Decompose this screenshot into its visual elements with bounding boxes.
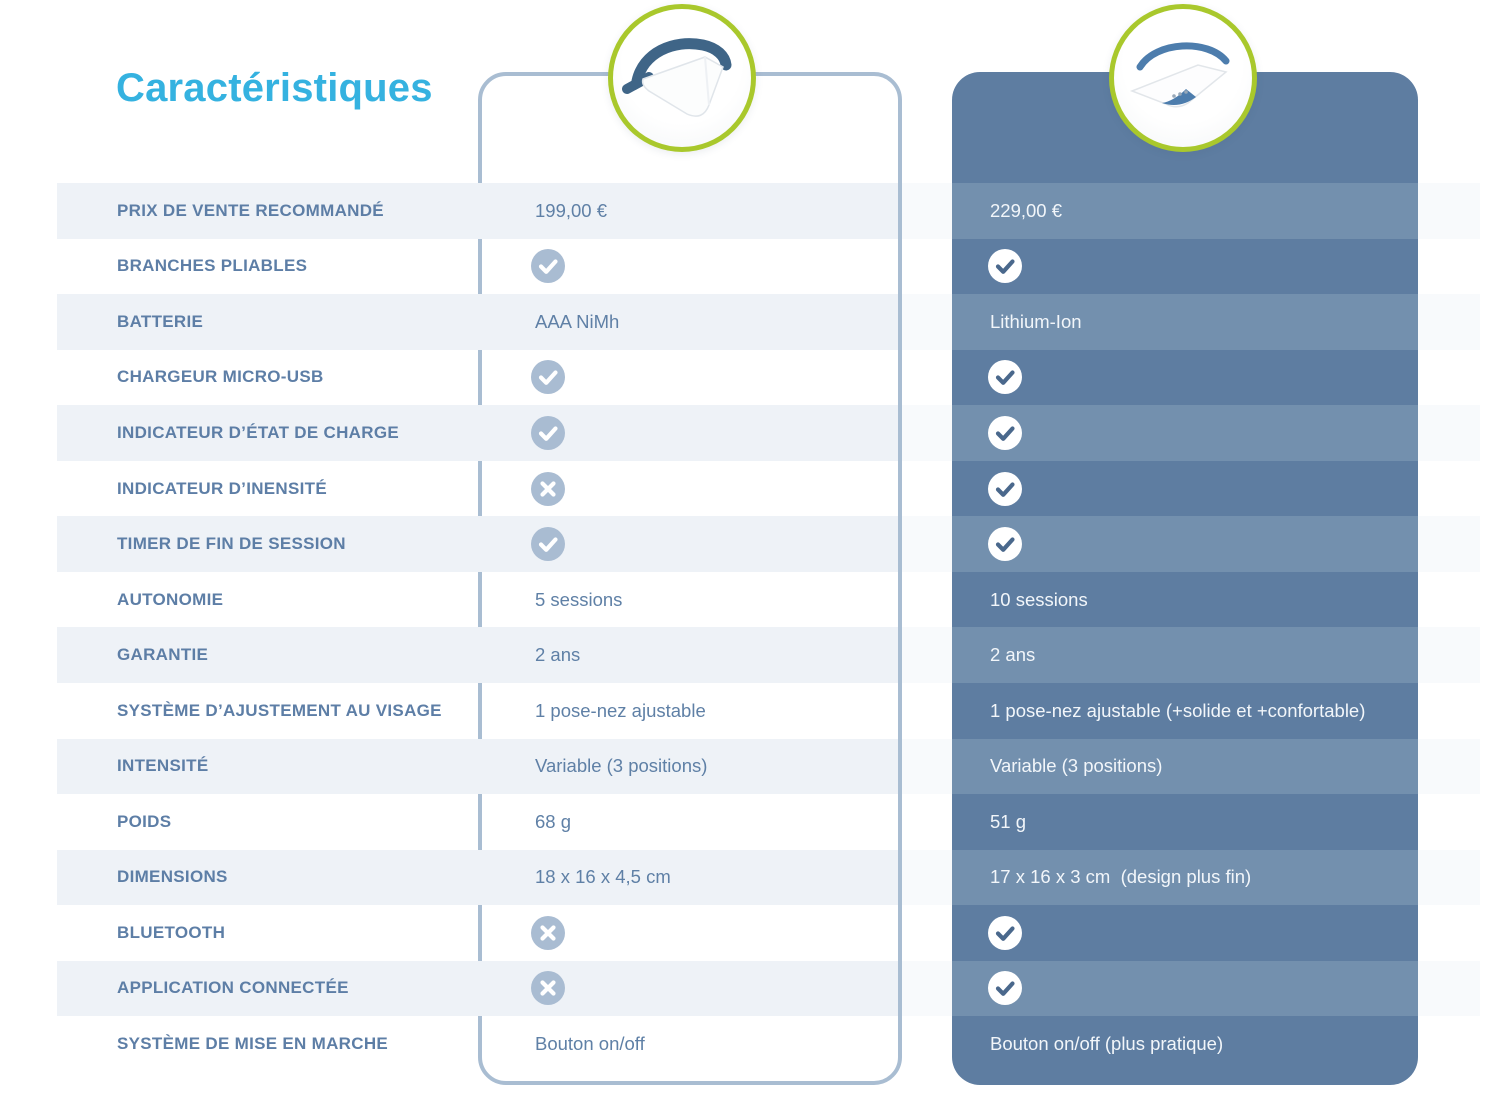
feature-label: PRIX DE VENTE RECOMMANDÉ xyxy=(117,200,384,220)
feature-label: BLUETOOTH xyxy=(117,922,226,942)
product2-value: 229,00 € xyxy=(990,199,1063,221)
product1-cell xyxy=(531,472,565,506)
row-stripe-gap xyxy=(902,405,952,461)
row-stripe-ext xyxy=(1418,739,1480,795)
table-row xyxy=(0,572,1500,628)
glasses-model2-illustration xyxy=(1114,9,1252,147)
product2-cell xyxy=(988,249,1022,283)
table-row xyxy=(0,794,1500,850)
cross-icon xyxy=(531,916,565,950)
check-icon xyxy=(531,360,565,394)
product1-cell xyxy=(531,755,707,777)
table-row xyxy=(0,405,1500,461)
product1-cell xyxy=(531,811,571,833)
product1-cell xyxy=(531,971,565,1005)
product2-cell xyxy=(988,416,1022,450)
product1-value: 199,00 € xyxy=(535,199,608,221)
feature-label: TIMER DE FIN DE SESSION xyxy=(117,534,346,554)
product1-value: 2 ans xyxy=(535,644,581,666)
product1-cell xyxy=(531,589,622,611)
check-icon xyxy=(531,527,565,561)
row-stripe-ext xyxy=(1418,627,1480,683)
product2-cell xyxy=(988,866,1251,888)
row-stripe-gap xyxy=(902,739,952,795)
product2-cell xyxy=(988,700,1365,722)
row-stripe-ext xyxy=(1418,850,1480,906)
page-title: Caractéristiques xyxy=(116,66,433,110)
product1-cell xyxy=(531,866,671,888)
glasses-model1-illustration xyxy=(613,9,751,147)
row-stripe-ext xyxy=(1418,294,1480,350)
product2-cell xyxy=(988,360,1022,394)
product1-value: Variable (3 positions) xyxy=(535,755,708,777)
product2-cell xyxy=(988,200,1062,222)
product1-cell xyxy=(531,249,565,283)
cross-icon xyxy=(531,971,565,1005)
cross-icon xyxy=(531,472,565,506)
row-stripe-gap xyxy=(902,850,952,906)
row-stripe-gap xyxy=(902,294,952,350)
product1-image xyxy=(608,4,756,152)
table-row xyxy=(0,183,1500,239)
product2-cell xyxy=(988,971,1022,1005)
row-stripe-gap xyxy=(902,627,952,683)
product1-value: 1 pose-nez ajustable xyxy=(535,699,706,721)
product1-cell xyxy=(531,527,565,561)
table-row xyxy=(0,739,1500,795)
feature-label: SYSTÈME D’AJUSTEMENT AU VISAGE xyxy=(117,700,442,720)
product2-cell xyxy=(988,527,1022,561)
table-row xyxy=(0,850,1500,906)
product1-cell xyxy=(531,644,580,666)
row-stripe-gap xyxy=(902,961,952,1017)
product2-value: Bouton on/off (plus pratique) xyxy=(990,1033,1224,1054)
table-row xyxy=(0,239,1500,295)
feature-label: BATTERIE xyxy=(117,311,204,331)
row-stripe-ext xyxy=(1418,961,1480,1017)
table-row xyxy=(0,683,1500,739)
product2-cell xyxy=(988,916,1022,950)
product1-value: AAA NiMh xyxy=(535,310,620,332)
product1-cell xyxy=(531,360,565,394)
check-icon xyxy=(531,249,565,283)
feature-label: CHARGEUR MICRO-USB xyxy=(117,367,324,387)
product2-value: 10 sessions xyxy=(990,588,1088,610)
table-row xyxy=(0,905,1500,961)
product1-cell xyxy=(531,311,619,333)
product2-value: 51 g xyxy=(990,810,1027,832)
check-icon xyxy=(988,360,1022,394)
product2-cell xyxy=(988,644,1035,666)
feature-label: BRANCHES PLIABLES xyxy=(117,256,308,276)
feature-label: DIMENSIONS xyxy=(117,867,228,887)
table-row xyxy=(0,1016,1500,1072)
row-stripe-gap xyxy=(902,516,952,572)
check-icon xyxy=(988,527,1022,561)
table-row xyxy=(0,350,1500,406)
product2-cell xyxy=(988,589,1088,611)
product1-cell xyxy=(531,916,565,950)
product2-value: 17 x 16 x 3 cm (design plus fin) xyxy=(990,866,1252,888)
row-stripe-gap xyxy=(902,183,952,239)
check-icon xyxy=(988,416,1022,450)
table-row xyxy=(0,627,1500,683)
product1-cell xyxy=(531,200,607,222)
check-icon xyxy=(988,472,1022,506)
feature-label: APPLICATION CONNECTÉE xyxy=(117,978,349,998)
product1-value: 68 g xyxy=(535,810,572,832)
product2-value: Variable (3 positions) xyxy=(990,755,1163,777)
product1-cell xyxy=(531,416,565,450)
product2-cell xyxy=(988,472,1022,506)
check-icon xyxy=(531,416,565,450)
product2-value: Lithium-Ion xyxy=(990,310,1082,332)
product1-value: 18 x 16 x 4,5 cm xyxy=(535,866,671,888)
table-row xyxy=(0,461,1500,517)
table-row xyxy=(0,516,1500,572)
feature-label: INTENSITÉ xyxy=(117,756,209,776)
product1-cell xyxy=(531,1033,645,1055)
row-stripe-ext xyxy=(1418,405,1480,461)
feature-label: POIDS xyxy=(117,811,172,831)
product1-value: Bouton on/off xyxy=(535,1033,645,1054)
product1-cell xyxy=(531,700,706,722)
product2-cell xyxy=(988,755,1162,777)
feature-label: INDICATEUR D’INENSITÉ xyxy=(117,478,327,498)
product2-image xyxy=(1109,4,1257,152)
table-row xyxy=(0,294,1500,350)
product2-cell xyxy=(988,311,1082,333)
product2-value: 2 ans xyxy=(990,644,1036,666)
product2-cell xyxy=(988,811,1026,833)
row-stripe-ext xyxy=(1418,183,1480,239)
product2-value: 1 pose-nez ajustable (+solide et +confortable) xyxy=(990,699,1366,721)
feature-label: GARANTIE xyxy=(117,645,209,665)
check-icon xyxy=(988,971,1022,1005)
feature-label: AUTONOMIE xyxy=(117,589,224,609)
check-icon xyxy=(988,916,1022,950)
feature-label: INDICATEUR D’ÉTAT DE CHARGE xyxy=(117,422,399,442)
product2-cell xyxy=(988,1033,1223,1055)
feature-label: SYSTÈME DE MISE EN MARCHE xyxy=(117,1034,389,1053)
product1-value: 5 sessions xyxy=(535,588,623,610)
row-stripe-ext xyxy=(1418,516,1480,572)
table-row xyxy=(0,961,1500,1017)
check-icon xyxy=(988,249,1022,283)
